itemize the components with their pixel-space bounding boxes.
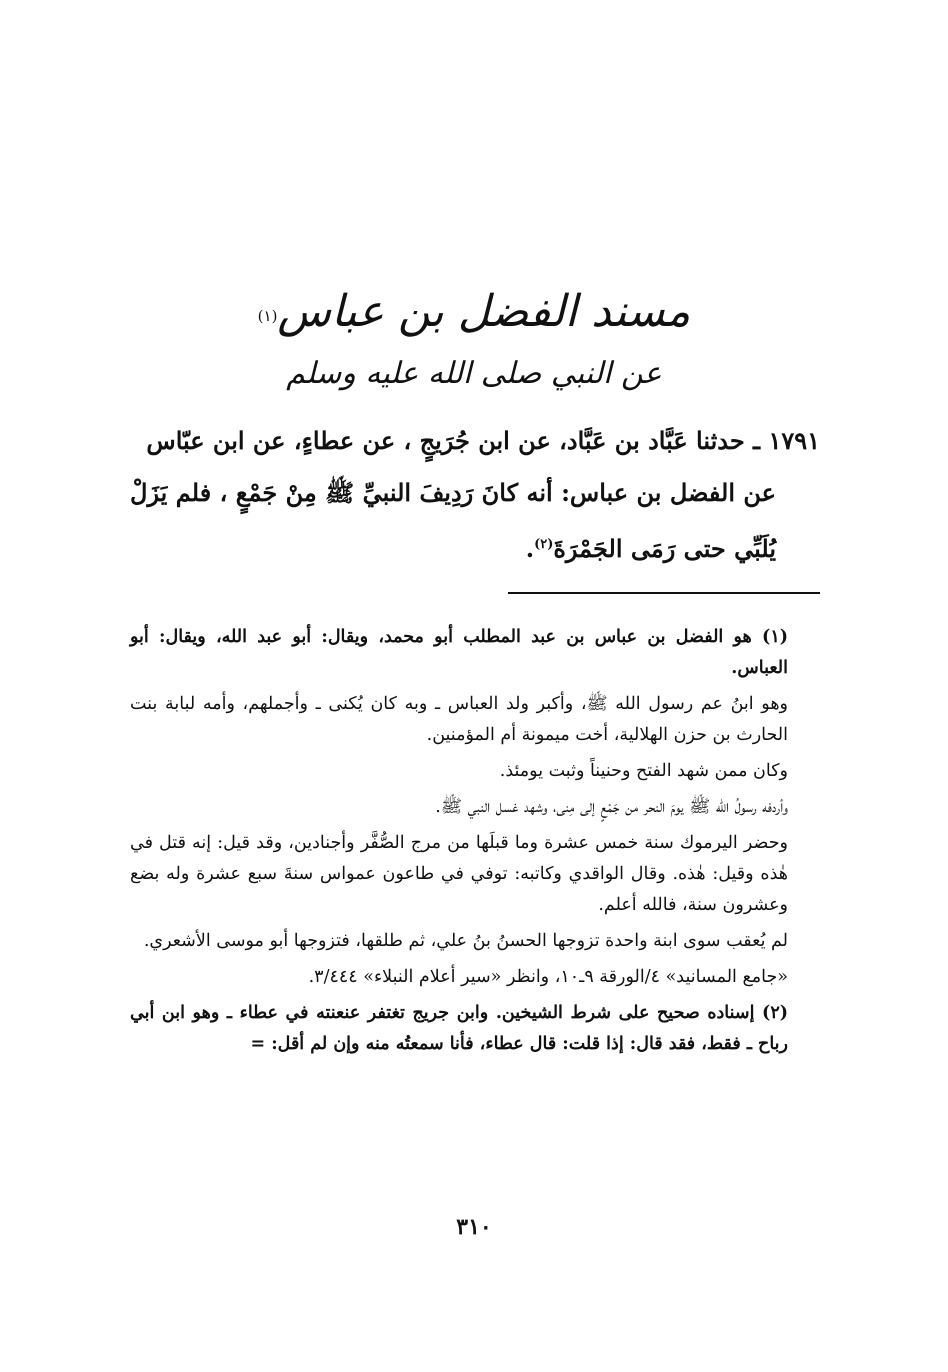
hadith-matn bbox=[130, 467, 820, 575]
footnote-1-para-2: وهو ابنُ عم رسول الله ﷺ، وأكبر ولد العباس ـ وبه كان يُكنى ـ وأجملهم، وأمه لبابة بنت الحارث بن حزن الهلالية، أخت ميمونة أم المؤمنين. bbox=[130, 694, 788, 745]
hadith-matn-text: عن الفضل بن عباس: أنه كانَ رَدِيفَ النبيِّ ﷺ مِنْ جَمْعٍ ، فلم يَزَلْ يُلَبِّي حتى رَمَى الجَمْرَةَ bbox=[130, 478, 776, 563]
footnote-ref-2: (٢) bbox=[534, 537, 554, 552]
section-title-text: مسند الفضل بن عباس bbox=[277, 286, 691, 337]
footnotes bbox=[130, 622, 820, 1065]
footnote-ref-1: (١) bbox=[257, 307, 278, 325]
footnote-1-para-5: وحضر اليرموك سنة خمس عشرة وما قبلَها من مرج الصُّفَّر وأجنادين، وقد قيل: إنه قتل في هٰذه وقيل: هٰذه. وقال الواقدي وكاتبه: توفي في طاعون عمواس سنةَ سبع عشرة وله بضع وعشرون سنة، فالله أعلم. bbox=[130, 833, 788, 915]
page-number: ٣١٠ bbox=[456, 1214, 492, 1240]
section-subtitle: عن النبي صلى الله عليه وسلم bbox=[286, 356, 662, 391]
footnote-2-para-1: (٢) إسناده صحيح على شرط الشيخين. وابن جريج تغتفر عنعنته في عطاء ـ وهو ابن أبي رباح ـ فقط، فقد قال: إذا قلت: قال عطاء، فأنا سمعتُه منه وإن لم أقل: = bbox=[130, 1003, 788, 1054]
hadith-chain: ١٧٩١ ـ حدثنا عَبَّاد بن عَبَّاد، عن ابن جُرَيجٍ ، عن عطاءٍ، عن ابن عبّاس bbox=[146, 426, 820, 455]
footnote-1-source: «جامع المسانيد» ٤/الورقة ٩ـ١٠، وانظر «سير أعلام النبلاء» ٣/٤٤٤. bbox=[308, 967, 788, 987]
footnote-1-para-1: (١) هو الفضل بن عباس بن عبد المطلب أبو محمد، ويقال: أبو عبد الله، ويقال: أبو العباس. bbox=[130, 627, 788, 678]
footnote-separator bbox=[508, 592, 820, 594]
hadith-text bbox=[130, 415, 820, 575]
footnote-1-para-6: لم يُعقب سوى ابنة واحدة تزوجها الحسنُ بنُ علي، ثم طلقها، فتزوجها أبو موسى الأشعري. bbox=[143, 931, 788, 951]
footnote-1-para-4: وأردفه رسولُ الله ﷺ يومَ النحر من جَمْعٍ إلى مِنى، وشهد غسل النبي ﷺ. bbox=[435, 797, 788, 817]
hadith-matn-end: . bbox=[525, 534, 535, 563]
section-title bbox=[0, 282, 948, 342]
footnote-1-para-3: وكان ممن شهد الفتح وحنيناً وثبت يومئذ. bbox=[499, 761, 788, 781]
